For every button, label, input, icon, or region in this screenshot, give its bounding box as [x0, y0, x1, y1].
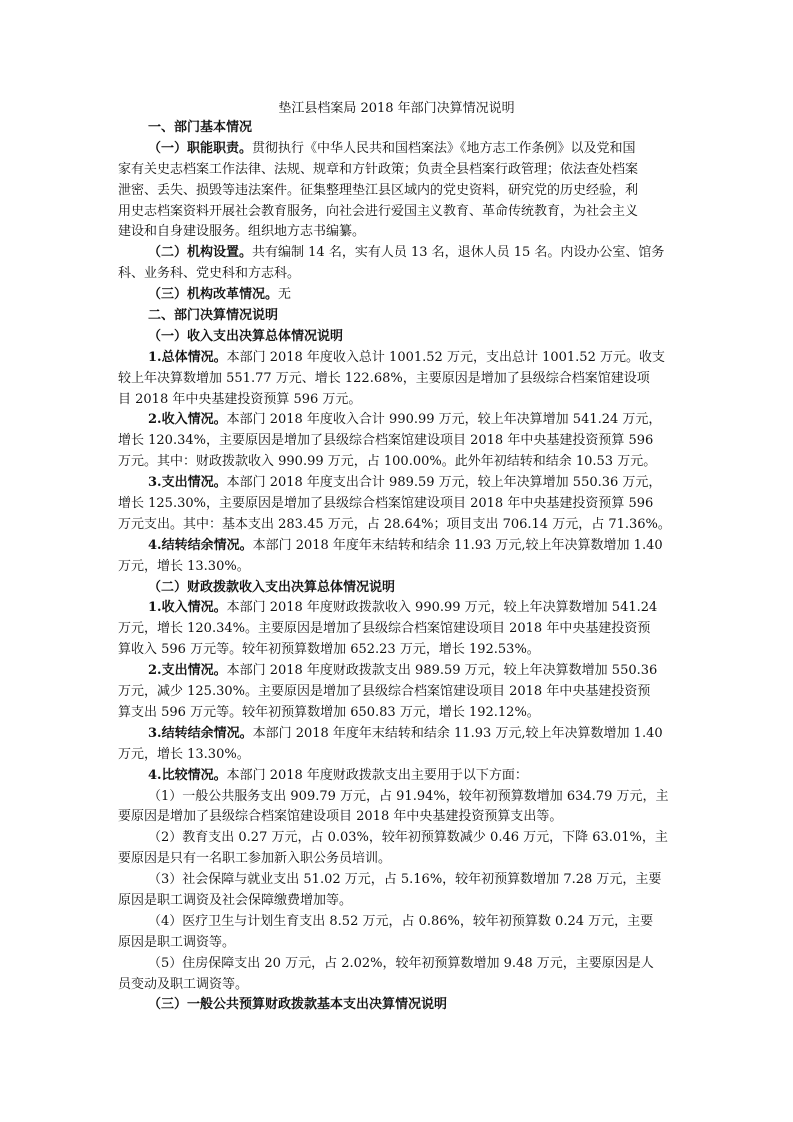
paragraph-lead: 1.总体情况。	[148, 349, 227, 365]
paragraph-text: 本部门 2018 年度财政拨款支出 989.59 万元，较上年决算数增加 550.36	[226, 663, 658, 679]
paragraph-line	[118, 390, 674, 411]
paragraph-text: 本部门 2018 年度收入合计 990.99 万元，较上年决算增加 541.24 万元，	[226, 412, 662, 428]
paragraph-line	[118, 807, 674, 828]
paragraph-text: 算支出 596 万元等。较年初预算数增加 650.83 万元，增长 192.12%。	[118, 704, 540, 720]
paragraph-line	[118, 828, 674, 849]
section-heading: 一、部门基本情况	[148, 120, 253, 135]
section-heading: 二、部门决算情况说明	[148, 308, 279, 324]
paragraph-line	[118, 933, 674, 954]
paragraph-line	[118, 369, 674, 390]
paragraph-text: 目 2018 年中央基建投资预算 596 万元。	[118, 391, 362, 407]
paragraph-lead: （一）职能职责。	[148, 140, 253, 156]
paragraph-text: 无	[278, 287, 292, 303]
paragraph-line	[118, 160, 674, 181]
paragraph-text: 万元，增长 120.34%。主要原因是增加了县级综合档案馆建设项目 2018 年中央基建投资预	[118, 621, 651, 637]
paragraph-line	[118, 745, 674, 766]
paragraph-line	[118, 954, 674, 975]
paragraph-text: 本部门 2018 年度年末结转和结余 11.93 万元,较上年决算数增加 1.40	[252, 725, 663, 741]
paragraph-line	[118, 849, 674, 870]
paragraph-text: 万元，增长 13.30%。	[118, 746, 250, 762]
paragraph-line	[118, 787, 674, 808]
paragraph-text: （3）社会保障与就业支出 51.02 万元，占 5.16%，较年初预算数增加 7.28 万元，主要	[148, 872, 662, 888]
section-heading: （一）收入支出决算总体情况说明	[148, 328, 344, 344]
paragraph-text: （1）一般公共服务支出 909.79 万元，占 91.94%，较年初预算数增加 634.79 万元，主	[148, 788, 669, 804]
document-title: 垫江县档案局 2018 年部门决算情况说明	[278, 101, 515, 116]
paragraph-text: 要原因是只有一名职工参加新入职公务员培训。	[118, 851, 392, 867]
paragraph-lead: 1.收入情况。	[148, 600, 227, 616]
paragraph-line	[118, 703, 674, 724]
paragraph-line	[118, 975, 674, 996]
paragraph-lead: （三）机构改革情况。	[148, 287, 279, 303]
paragraph-lead: 3.支出情况。	[148, 475, 227, 491]
paragraph-line	[118, 870, 674, 891]
paragraph-line	[118, 598, 674, 619]
paragraph-text: 用史志档案资料开展社会教育服务，向社会进行爱国主义教育、革命传统教育，为社会主义	[118, 203, 639, 219]
paragraph-line	[118, 766, 674, 787]
paragraph-lead: 3.结转结余情况。	[148, 725, 253, 741]
paragraph-line	[118, 431, 674, 452]
paragraph-line	[118, 243, 674, 264]
paragraph-line	[118, 891, 674, 912]
paragraph-line	[118, 452, 674, 473]
paragraph-lead: 4.比较情况。	[148, 767, 227, 783]
paragraph-text: （4）医疗卫生与计划生育支出 8.52 万元，占 0.86%，较年初预算数 0.24 万元，主要	[148, 913, 654, 929]
paragraph-text: 万元，减少 125.30%。主要原因是增加了县级综合档案馆建设项目 2018 年中央基建投资预	[118, 684, 651, 700]
paragraph-text: 本部门 2018 年度财政拨款收入 990.99 万元，较上年决算数增加 541.24	[226, 600, 658, 616]
paragraph-line	[118, 264, 674, 285]
paragraph-line	[118, 139, 674, 160]
paragraph-line	[118, 661, 674, 682]
paragraph-line	[118, 202, 674, 223]
paragraph-lead: 2.收入情况。	[148, 412, 227, 428]
paragraph-line	[118, 619, 674, 640]
paragraph-text: （5）住房保障支出 20 万元，占 2.02%，较年初预算数增加 9.48 万元，主要原因是人	[148, 955, 654, 971]
paragraph-line	[118, 285, 674, 306]
paragraph-text: 万元。其中：财政拨款收入 990.99 万元，占 100.00%。此外年初结转和结余 10.53 万元。	[118, 454, 657, 470]
paragraph-text: 算收入 596 万元等。较年初预算数增加 652.23 万元，增长 192.53%。	[118, 642, 540, 658]
paragraph-line	[118, 640, 674, 661]
paragraph-text: 家有关史志档案工作法律、法规、规章和方针政策；负责全县档案行政管理；依法查处档案	[118, 161, 639, 177]
paragraph-lead: 4.结转结余情况。	[148, 537, 253, 553]
paragraph-text: 科、业务科、党史科和方志科。	[118, 266, 301, 282]
paragraph-text: 原因是职工调资等。	[118, 934, 236, 950]
paragraph-line	[118, 682, 674, 703]
paragraph-line	[118, 410, 674, 431]
paragraph-line	[118, 557, 674, 578]
paragraph-line	[118, 181, 674, 202]
paragraph-text: 要原因是增加了县级综合档案馆建设项目 2018 年中央基建投资预算支出等。	[118, 809, 563, 825]
paragraph-text: 员变动及职工调资等。	[118, 976, 249, 992]
paragraph-text: 较上年决算数增加 551.77 万元、增长 122.68%，主要原因是增加了县级综合档案馆建设项	[118, 370, 650, 386]
paragraph-line	[118, 348, 674, 369]
paragraph-line	[118, 724, 674, 745]
paragraph-text: 增长 125.30%，主要原因是增加了县级综合档案馆建设项目 2018 年中央基建投资预算 596	[118, 496, 654, 512]
paragraph-lead: （二）机构设置。	[148, 245, 253, 261]
paragraph-line	[118, 536, 674, 557]
paragraph-text: 本部门 2018 年度财政拨款支出主要用于以下方面：	[226, 767, 528, 783]
paragraph-line	[118, 473, 674, 494]
paragraph-text: 原因是职工调资及社会保障缴费增加等。	[118, 892, 353, 908]
paragraph-text: 万元，增长 13.30%。	[118, 558, 250, 574]
paragraph-line	[118, 912, 674, 933]
paragraph-text: 建设和自身建设服务。组织地方志书编纂。	[118, 224, 366, 240]
paragraph-text: 本部门 2018 年度收入总计 1001.52 万元，支出总计 1001.52 万元。收支	[226, 349, 665, 365]
paragraph-text: 万元支出。其中：基本支出 283.45 万元，占 28.64%；项目支出 706.14 万元，占 71.36%。	[118, 516, 671, 532]
section-heading: （三）一般公共预算财政拨款基本支出决算情况说明	[148, 997, 448, 1013]
section-heading: （二）财政拨款收入支出决算总体情况说明	[148, 579, 396, 595]
document-body	[118, 118, 674, 1016]
paragraph-text: 泄密、丢失、损毁等违法案件。征集整理垫江县区域内的党史资料，研究党的历史经验，利	[118, 182, 639, 198]
paragraph-line	[118, 515, 674, 536]
paragraph-lead: 2.支出情况。	[148, 663, 227, 679]
paragraph-text: 本部门 2018 年度支出合计 989.59 万元，较上年决算增加 550.36 万元，	[226, 475, 662, 491]
paragraph-line	[118, 494, 674, 515]
paragraph-text: 贯彻执行《中华人民共和国档案法》《地方志工作条例》以及党和国	[252, 140, 636, 156]
paragraph-text: 共有编制 14 名，实有人员 13 名，退休人员 15 名。内设办公室、馆务	[252, 245, 665, 261]
paragraph-text: 增长 120.34%，主要原因是增加了县级综合档案馆建设项目 2018 年中央基建投资预算 596	[118, 433, 654, 449]
paragraph-text: 本部门 2018 年度年末结转和结余 11.93 万元,较上年决算数增加 1.40	[252, 537, 663, 553]
paragraph-text: （2）教育支出 0.27 万元，占 0.03%，较年初预算数减少 0.46 万元，下降 63.01%，主	[148, 830, 668, 846]
paragraph-line	[118, 222, 674, 243]
